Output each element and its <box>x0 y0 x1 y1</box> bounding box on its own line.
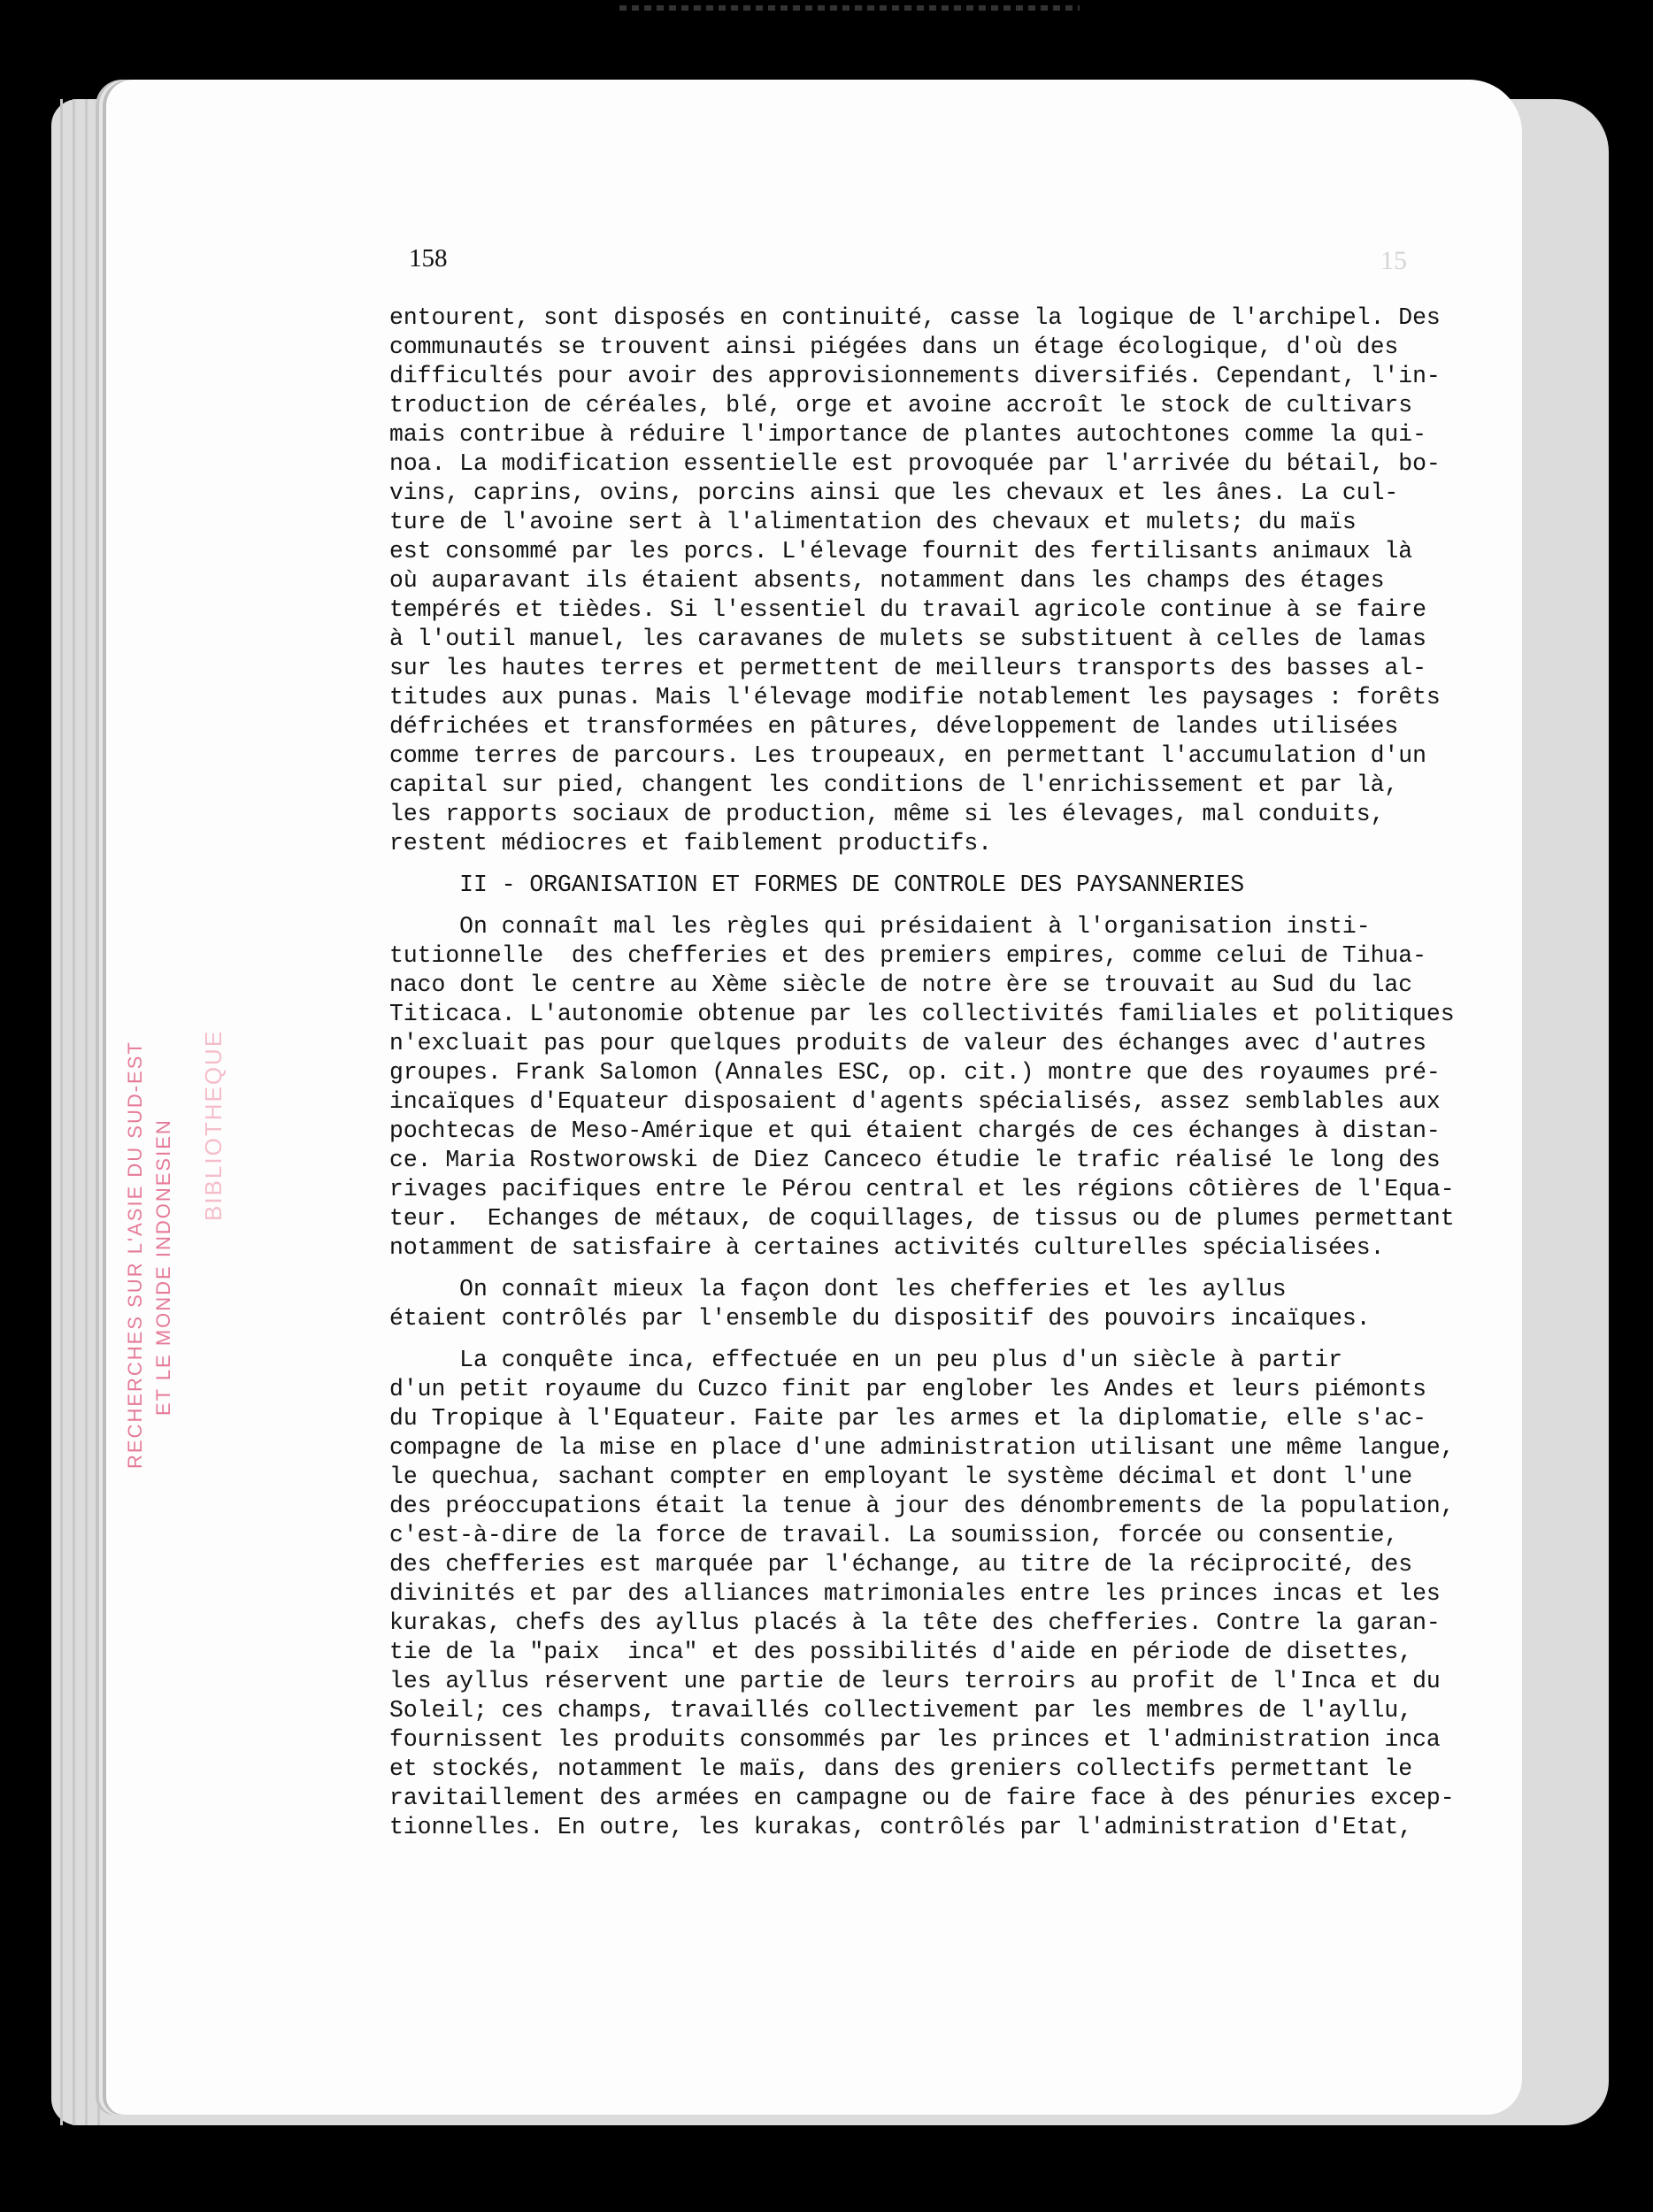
paragraph-gap <box>389 1263 1503 1275</box>
text-line: fournissent les produits consommés par les princes et l'administration inca <box>389 1726 1441 1753</box>
text-line: noa. La modification essentielle est provoquée par l'arrivée du bétail, bo- <box>389 450 1441 477</box>
text-line: rivages pacifiques entre le Pérou central et les régions côtières de l'Equa- <box>389 1176 1455 1202</box>
text-line: capital sur pied, changent les conditions de l'enrichissement et par là, <box>389 772 1399 798</box>
paragraph-gap <box>389 900 1503 912</box>
paragraph-gap <box>389 858 1503 871</box>
bleed-through-number: 15 <box>1380 246 1407 275</box>
text-line: On connaît mieux la façon dont les chefferies et les ayllus <box>389 1276 1287 1302</box>
text-line: c'est-à-dire de la force de travail. La soumission, forcée ou consentie, <box>389 1522 1399 1548</box>
text-line: ce. Maria Rostworowski de Diez Canceco étudie le trafic réalisé le long des <box>389 1147 1441 1173</box>
paragraph-gap <box>389 1333 1503 1346</box>
text-line: restent médiocres et faiblement productifs. <box>389 830 992 856</box>
text-line: d'un petit royaume du Cuzco finit par englober les Andes et leurs piémonts <box>389 1376 1426 1402</box>
text-line: étaient contrôlés par l'ensemble du dispositif des pouvoirs incaïques. <box>389 1305 1371 1332</box>
text-line: teur. Echanges de métaux, de coquillages, de tissus ou de plumes permettant <box>389 1205 1455 1232</box>
text-line: kurakas, chefs des ayllus placés à la tête des chefferies. Contre la garan- <box>389 1609 1441 1636</box>
text-line: et stockés, notamment le maïs, dans des greniers collectifs permettant le <box>389 1755 1413 1782</box>
text-line: vins, caprins, ovins, porcins ainsi que les chevaux et les ânes. La cul- <box>389 480 1399 506</box>
text-line: tutionnelle des chefferies et des premiers empires, comme celui de Tihua- <box>389 942 1426 969</box>
text-line: titudes aux punas. Mais l'élevage modifie notablement les paysages : forêts <box>389 684 1441 710</box>
text-line: incaïques d'Equateur disposaient d'agents spécialisés, assez semblables aux <box>389 1088 1441 1115</box>
text-line: comme terres de parcours. Les troupeaux, en permettant l'accumulation d'un <box>389 742 1426 769</box>
text-line: pochtecas de Meso-Amérique et qui étaient chargés de ces échanges à distan- <box>389 1118 1441 1144</box>
text-line: ture de l'avoine sert à l'alimentation des chevaux et mulets; du maïs <box>389 509 1357 535</box>
text-line: à l'outil manuel, les caravanes de mulets se substituent à celles de lamas <box>389 626 1426 652</box>
text-line: divinités et par des alliances matrimoniales entre les princes incas et les <box>389 1580 1441 1607</box>
text-line: le quechua, sachant compter en employant le système décimal et dont l'une <box>389 1463 1413 1490</box>
text-line: défrichées et transformées en pâtures, développement de landes utilisées <box>389 713 1399 740</box>
text-line: les rapports sociaux de production, même si les élevages, mal conduits, <box>389 801 1385 827</box>
text-line: les ayllus réservent une partie de leurs terroirs au profit de l'Inca et du <box>389 1668 1441 1694</box>
text-line: II - ORGANISATION ET FORMES DE CONTROLE DES PAYSANNERIES <box>389 872 1245 898</box>
text-line: troduction de céréales, blé, orge et avoine accroît le stock de cultivars <box>389 392 1413 419</box>
text-line: groupes. Frank Salomon (Annales ESC, op. cit.) montre que des royaumes pré- <box>389 1059 1441 1086</box>
text-line: tionnelles. En outre, les kurakas, contrôlés par l'administration d'Etat, <box>389 1814 1413 1840</box>
text-line: mais contribue à réduire l'importance de plantes autochtones comme la qui- <box>389 421 1426 448</box>
text-line: n'excluait pas pour quelques produits de valeur des échanges avec d'autres <box>389 1030 1426 1056</box>
text-line: naco dont le centre au Xème siècle de notre ère se trouvait au Sud du lac <box>389 972 1413 998</box>
scanner-edge-mark <box>619 5 1080 11</box>
text-line: communautés se trouvent ainsi piégées dans un étage écologique, d'où des <box>389 334 1399 360</box>
text-line: On connaît mal les règles qui présidaient à l'organisation insti- <box>389 913 1371 940</box>
text-line: notamment de satisfaire à certaines activités culturelles spécialisées. <box>389 1234 1385 1261</box>
text-line: difficultés pour avoir des approvisionnements diversifiés. Cependant, l'in- <box>389 363 1441 389</box>
text-line: est consommé par les porcs. L'élevage fournit des fertilisants animaux là <box>389 538 1413 565</box>
page-number: 158 <box>409 244 448 273</box>
text-line: ravitaillement des armées en campagne ou de faire face à des pénuries excep- <box>389 1785 1455 1811</box>
text-line: La conquête inca, effectuée en un peu plus d'un siècle à partir <box>389 1347 1342 1373</box>
body-text <box>389 303 1503 1842</box>
text-line: tie de la "paix inca" et des possibilités d'aide en période de disettes, <box>389 1639 1413 1665</box>
text-line: où auparavant ils étaient absents, notamment dans les champs des étages <box>389 567 1385 594</box>
library-stamp-line-2: ET LE MONDE INDONESIEN <box>152 1118 174 1416</box>
library-stamp-line-1: RECHERCHES SUR L'ASIE DU SUD-EST <box>124 1041 146 1469</box>
text-line: sur les hautes terres et permettent de meilleurs transports des basses al- <box>389 655 1426 681</box>
text-line: tempérés et tièdes. Si l'essentiel du travail agricole continue à se faire <box>389 596 1426 623</box>
text-line: entourent, sont disposés en continuité, casse la logique de l'archipel. Des <box>389 304 1441 331</box>
text-line: des chefferies est marquée par l'échange, au titre de la réciprocité, des <box>389 1551 1413 1578</box>
text-line: compagne de la mise en place d'une administration utilisant une même langue, <box>389 1434 1455 1461</box>
library-stamp-line-3: BIBLIOTHEQUE <box>200 1029 227 1221</box>
text-line: Titicaca. L'autonomie obtenue par les collectivités familiales et politiques <box>389 1001 1455 1027</box>
text-line: Soleil; ces champs, travaillés collectivement par les membres de l'ayllu, <box>389 1697 1413 1724</box>
text-line: des préoccupations était la tenue à jour des dénombrements de la population, <box>389 1493 1455 1519</box>
text-line: du Tropique à l'Equateur. Faite par les armes et la diplomatie, elle s'ac- <box>389 1405 1426 1432</box>
